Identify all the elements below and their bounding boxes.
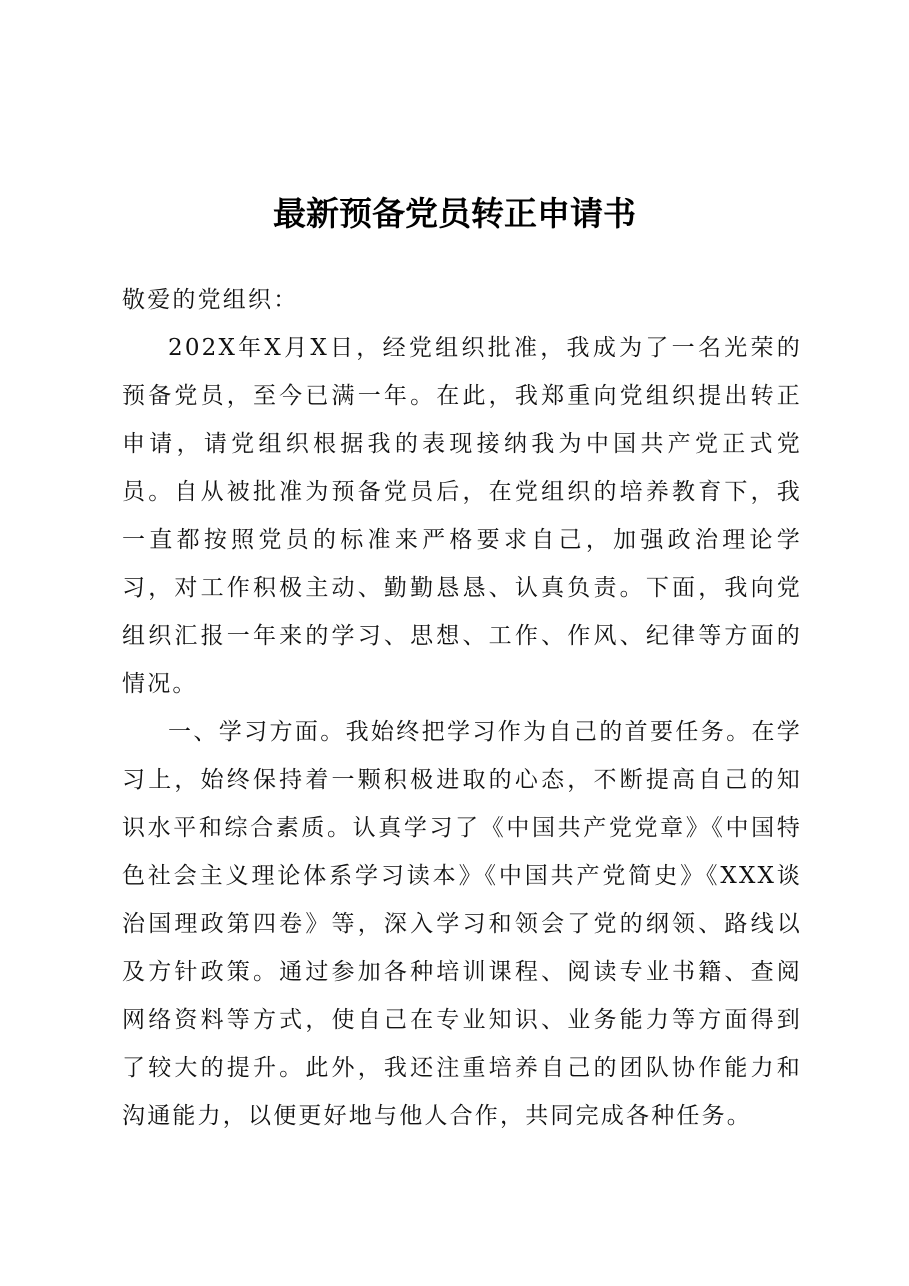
document-title: 最新预备党员转正申请书 (273, 194, 636, 233)
document-body (122, 276, 802, 1140)
paragraph-intro: 202X年X月X日，经党组织批准，我成为了一名光荣的预备党员，至今已满一年。在此，我郑重向党组织提出转正申请，请党组织根据我的表现接纳我为中国共产党正式党员。自从被批准为预备党员后，在党组织的培养教育下，我一直都按照党员的标准来严格要求自己，加强政治理论学习，对工作积极主动、勤勤恳恳、认真负责。下面，我向党组织汇报一年来的学习、思想、工作、作风、纪律等方面的情况。 (122, 335, 802, 697)
paragraph-study: 一、学习方面。我始终把学习作为自己的首要任务。在学习上，始终保持着一颗积极进取的心态，不断提高自己的知识水平和综合素质。认真学习了《中国共产党党章》《中国特色社会主义理论体系学习读本》《中国共产党简史》《XXX谈治国理政第四卷》等，深入学习和领会了党的纲领、路线以及方针政策。通过参加各种培训课程、阅读专业书籍、查阅网络资料等方式，使自己在专业知识、业务能力等方面得到了较大的提升。此外，我还注重培养自己的团队协作能力和沟通能力，以便更好地与他人合作，共同完成各种任务。 (122, 719, 802, 1129)
salutation: 敬爱的党组织： (122, 287, 299, 313)
